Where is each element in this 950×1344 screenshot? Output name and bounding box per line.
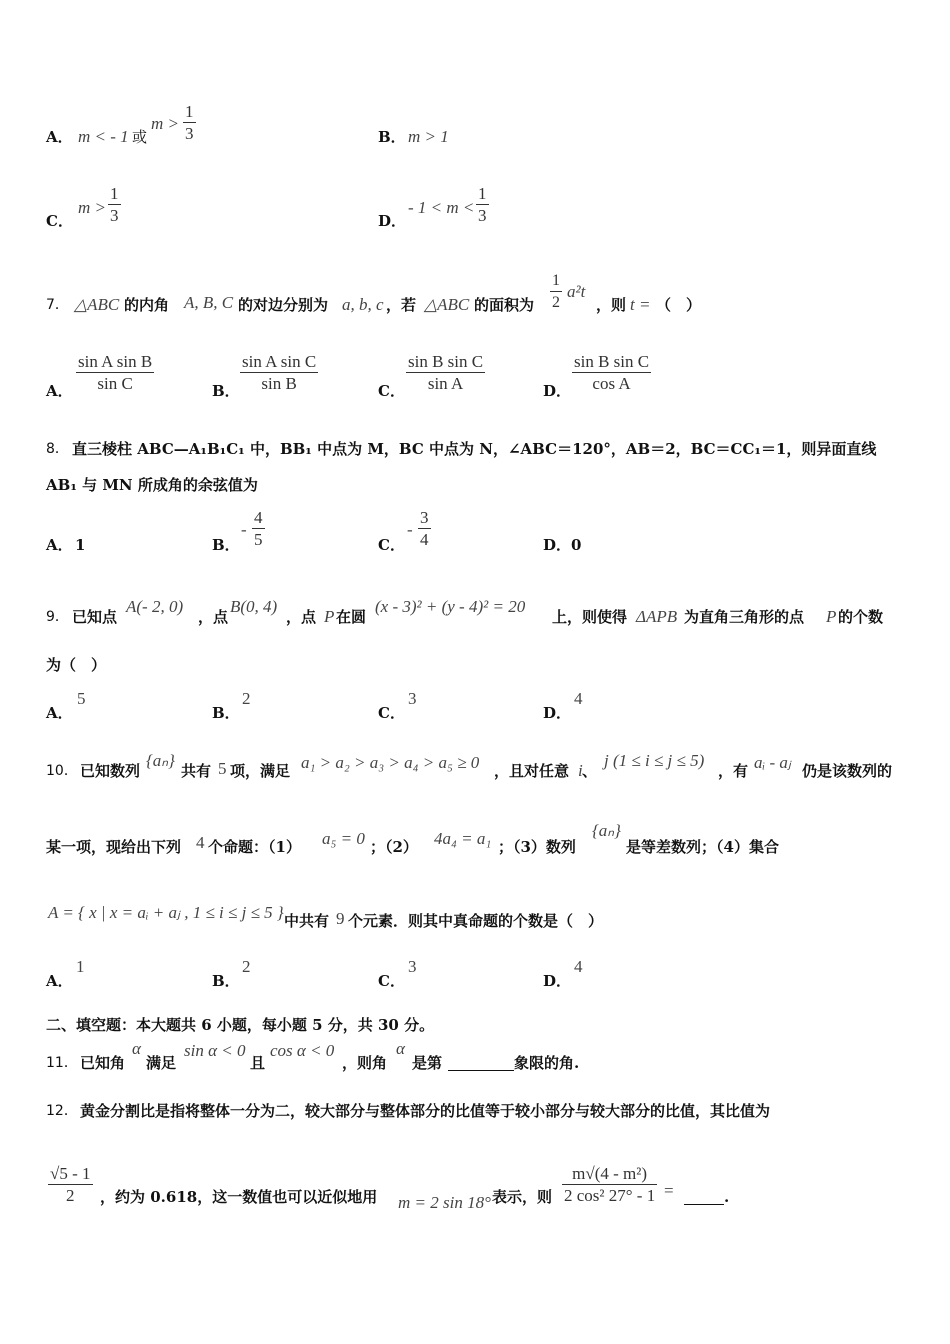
q7-angles: A, B, C bbox=[184, 293, 234, 312]
q12-golden-fraction bbox=[48, 1164, 93, 1205]
q9-option-c-label: C． bbox=[378, 704, 405, 722]
q9-line-2: 为（ ） bbox=[46, 656, 107, 674]
q9-option-a-label: A． bbox=[46, 704, 73, 722]
q9-option-c-value: 3 bbox=[408, 689, 417, 708]
q10-l2-text-5: 是等差数列；（4）集合 bbox=[626, 838, 779, 856]
q10-claim-1: a₅ = 0 bbox=[322, 829, 365, 848]
q9-circle: (x - 3)² + (y - 4)² = 20 bbox=[375, 597, 526, 616]
q10-condition: a₁ > a₂ > a₃ > a₄ > a₅ ≥ 0 bbox=[301, 753, 480, 772]
q12-golden-den: 2 bbox=[48, 1184, 93, 1205]
q9-option-b-label: B． bbox=[212, 704, 240, 722]
q8-option-d-value: 0 bbox=[571, 536, 582, 554]
q8-option-d-label: D． bbox=[543, 536, 572, 554]
q11-text-4: ，则角 bbox=[342, 1054, 388, 1072]
q12-m-expression: m = 2 sin 18° bbox=[398, 1193, 491, 1212]
q7-text-1: 的内角 bbox=[124, 296, 170, 314]
q12-equals: = bbox=[664, 1181, 674, 1200]
q6-option-b-label: B． bbox=[378, 128, 406, 146]
q9-text-7: 的个数 bbox=[838, 608, 884, 626]
q7-option-a-label: A． bbox=[46, 382, 73, 400]
q6-option-c-num: 1 bbox=[110, 184, 119, 203]
q6-option-c-fraction bbox=[108, 184, 121, 225]
q10-option-b-value: 2 bbox=[242, 957, 251, 976]
q12-expression-den: 2 cos² 27° - 1 bbox=[564, 1186, 656, 1205]
q10-j-range: j (1 ≤ i ≤ j ≤ 5) bbox=[604, 751, 705, 770]
q7-option-b-num: sin A sin C bbox=[242, 352, 317, 371]
q10-option-a-label: A． bbox=[46, 972, 73, 990]
q10-i: i bbox=[578, 761, 583, 780]
q6-option-d-fraction bbox=[476, 184, 489, 225]
q9-number: 9． bbox=[46, 609, 69, 625]
q12-answer-blank bbox=[684, 1204, 724, 1205]
q11-text-2: 满足 bbox=[146, 1054, 177, 1072]
q7-text-5: ，则 bbox=[596, 296, 627, 314]
q11-number: 11． bbox=[46, 1055, 78, 1071]
q12-golden-num: √5 - 1 bbox=[50, 1164, 91, 1183]
q10-four: 4 bbox=[196, 833, 205, 852]
q8-option-c-num: 3 bbox=[420, 508, 429, 527]
q8-line-1: 直三棱柱 ABC—A₁B₁C₁ 中，BB₁ 中点为 M，BC 中点为 N，∠ABC＝120°，AB＝2，BC＝CC₁＝1，则异面直线 bbox=[72, 440, 877, 458]
q10-text-1: 已知数列 bbox=[80, 762, 141, 780]
q10-option-a-value: 1 bbox=[76, 957, 85, 976]
q9-text-6: 为直角三角形的点 bbox=[684, 608, 805, 626]
q7-option-d-label: D． bbox=[543, 382, 572, 400]
q9-text-4: 在圆 bbox=[336, 608, 367, 626]
q9-text-5: 上，则使得 bbox=[552, 608, 628, 626]
q6-option-a-fraction bbox=[183, 102, 196, 143]
q9-point-p: P bbox=[324, 607, 335, 626]
q11-alpha: α bbox=[132, 1039, 141, 1058]
q10-sequence: {aₙ} bbox=[146, 751, 175, 770]
q7-option-d-den: cos A bbox=[572, 372, 651, 393]
q8-option-c-den: 4 bbox=[420, 530, 429, 549]
q7-area-num: 1 bbox=[552, 272, 560, 289]
q8-option-c-label: C． bbox=[378, 536, 405, 554]
q12-expression-num: m√(4 - m²) bbox=[572, 1164, 648, 1183]
q6-option-d-lhs: - 1 < m < bbox=[408, 198, 475, 217]
q10-five: 5 bbox=[218, 759, 227, 778]
q8-option-b-label: B． bbox=[212, 536, 240, 554]
q7-option-a-fraction bbox=[76, 352, 154, 393]
q9-option-d-value: 4 bbox=[574, 689, 583, 708]
q10-l3-text-1: 中共有 bbox=[284, 912, 330, 930]
q7-area-fraction bbox=[550, 271, 562, 312]
q6-option-c-label: C． bbox=[46, 212, 73, 230]
q10-option-c-label: C． bbox=[378, 972, 405, 990]
q7-option-b-den: sin B bbox=[240, 372, 318, 393]
q9-option-d-label: D． bbox=[543, 704, 572, 722]
q7-option-d-fraction bbox=[572, 352, 651, 393]
q6-option-a-right-lhs: m > bbox=[151, 114, 179, 133]
q6-option-c-den: 3 bbox=[110, 206, 119, 225]
q9-point-p-2: P bbox=[826, 607, 837, 626]
section-2-title: 二、填空题：本大题共 6 小题，每小题 5 分，共 30 分。 bbox=[46, 1016, 435, 1034]
q8-option-c-fraction bbox=[418, 508, 431, 549]
q7-option-d-num: sin B sin C bbox=[574, 352, 650, 371]
q6-option-d-num: 1 bbox=[478, 184, 487, 203]
q7-text-2: 的对边分别为 bbox=[238, 296, 329, 314]
q7-area-tail: a²t bbox=[567, 282, 586, 301]
q7-option-b-label: B． bbox=[212, 382, 240, 400]
q10-l2-text-2: 个命题：（1） bbox=[208, 838, 301, 856]
q8-option-a-value: 1 bbox=[75, 536, 86, 554]
q10-text-2: 共有 bbox=[181, 762, 212, 780]
q6-option-d-label: D． bbox=[378, 212, 407, 230]
q10-nine: 9 bbox=[336, 909, 345, 928]
q12-expression-fraction bbox=[562, 1164, 657, 1205]
q7-option-c-den: sin A bbox=[406, 372, 485, 393]
q12-number: 12． bbox=[46, 1103, 78, 1119]
q7-option-b-fraction bbox=[240, 352, 318, 393]
q10-text-5: 、 bbox=[582, 762, 598, 780]
q9-text-3: ，点 bbox=[286, 608, 317, 626]
q7-option-a-den: sin C bbox=[76, 372, 154, 393]
q8-option-a-label: A． bbox=[46, 536, 73, 554]
q10-difference: aᵢ - aⱼ bbox=[754, 753, 791, 772]
q6-option-a-num: 1 bbox=[185, 102, 194, 121]
q6-option-d-den: 3 bbox=[478, 206, 487, 225]
q10-option-b-label: B． bbox=[212, 972, 240, 990]
q7-t-equals: t = bbox=[630, 295, 651, 314]
q7-paren: （ ） bbox=[656, 296, 702, 314]
q10-l2-text-4: ；（3）数列 bbox=[498, 838, 576, 856]
q10-l3-text-2: 个元素．则其中真命题的个数是（ ） bbox=[348, 912, 604, 930]
q10-option-d-value: 4 bbox=[574, 957, 583, 976]
q9-text-2: ，点 bbox=[198, 608, 229, 626]
q10-text-6: ，有 bbox=[718, 762, 749, 780]
q9-text-1: 已知点 bbox=[72, 608, 118, 626]
q11-condition-2: cos α < 0 bbox=[270, 1041, 335, 1060]
q9-triangle: ΔAPB bbox=[636, 607, 678, 626]
q10-claim-2: 4a₄ = a₁ bbox=[434, 829, 492, 848]
q12-text-2: 表示，则 bbox=[492, 1188, 553, 1206]
q7-triangle: △ABC bbox=[74, 295, 120, 314]
q9-point-b: B(0, 4) bbox=[230, 597, 278, 616]
q10-option-d-label: D． bbox=[543, 972, 572, 990]
q10-text-4: ，且对任意 bbox=[494, 762, 570, 780]
q8-option-b-den: 5 bbox=[254, 530, 263, 549]
q7-option-a-num: sin A sin B bbox=[78, 352, 153, 371]
q11-text-6: 象限的角. bbox=[514, 1054, 580, 1072]
q6-option-c-lhs: m > bbox=[78, 198, 106, 217]
q10-text-7: 仍是该数列的 bbox=[802, 762, 893, 780]
q11-condition-1: sin α < 0 bbox=[184, 1041, 246, 1060]
q9-point-a: A(- 2, 0) bbox=[126, 597, 184, 616]
q8-option-c-sign: - bbox=[407, 520, 413, 539]
q8-option-b-sign: - bbox=[241, 520, 247, 539]
q7-area-den: 2 bbox=[550, 291, 562, 312]
q7-sides: a, b, c bbox=[342, 295, 384, 314]
q7-option-c-label: C． bbox=[378, 382, 405, 400]
q6-option-b-expr: m > 1 bbox=[408, 127, 449, 146]
q11-answer-blank bbox=[448, 1070, 514, 1071]
q12-line-1: 黄金分割比是指将整体一分为二，较大部分与整体部分的比值等于较小部分与较大部分的比值，其比值为 bbox=[80, 1102, 771, 1120]
q10-option-c-value: 3 bbox=[408, 957, 417, 976]
q8-option-b-num: 4 bbox=[254, 508, 263, 527]
q7-triangle-2: △ABC bbox=[424, 295, 470, 314]
q11-text-5: 是第 bbox=[412, 1054, 443, 1072]
q7-text-4: 的面积为 bbox=[474, 296, 535, 314]
q10-set-definition: A = { x | x = aᵢ + aⱼ , 1 ≤ i ≤ j ≤ 5 } bbox=[48, 903, 284, 922]
q10-text-3: 项，满足 bbox=[230, 762, 291, 780]
q7-option-c-fraction bbox=[406, 352, 485, 393]
q8-number: 8． bbox=[46, 441, 69, 457]
q6-option-a-or: 或 bbox=[132, 128, 148, 146]
q9-option-b-value: 2 bbox=[242, 689, 251, 708]
q12-end: . bbox=[724, 1188, 730, 1206]
q10-number: 10． bbox=[46, 763, 78, 779]
q6-option-a-den: 3 bbox=[185, 124, 194, 143]
q11-text-1: 已知角 bbox=[80, 1054, 126, 1072]
q7-text-3: ，若 bbox=[386, 296, 417, 314]
q7-number: 7． bbox=[46, 297, 69, 313]
q10-l2-text-1: 某一项，现给出下列 bbox=[46, 838, 182, 856]
q11-alpha-2: α bbox=[396, 1039, 405, 1058]
q6-option-a-label: A． bbox=[46, 128, 73, 146]
q10-sequence-2: {aₙ} bbox=[592, 821, 621, 840]
q9-option-a-value: 5 bbox=[77, 689, 86, 708]
q12-text-1: ，约为 0.618，这一数值也可以近似地用 bbox=[100, 1188, 378, 1206]
q11-text-3: 且 bbox=[250, 1054, 266, 1072]
q8-option-b-fraction bbox=[252, 508, 265, 549]
q10-l2-text-3: ；（2） bbox=[370, 838, 418, 856]
q6-option-a-left: m < - 1 bbox=[78, 127, 129, 146]
q8-line-2: AB₁ 与 MN 所成角的余弦值为 bbox=[46, 476, 258, 494]
q7-option-c-num: sin B sin C bbox=[408, 352, 484, 371]
